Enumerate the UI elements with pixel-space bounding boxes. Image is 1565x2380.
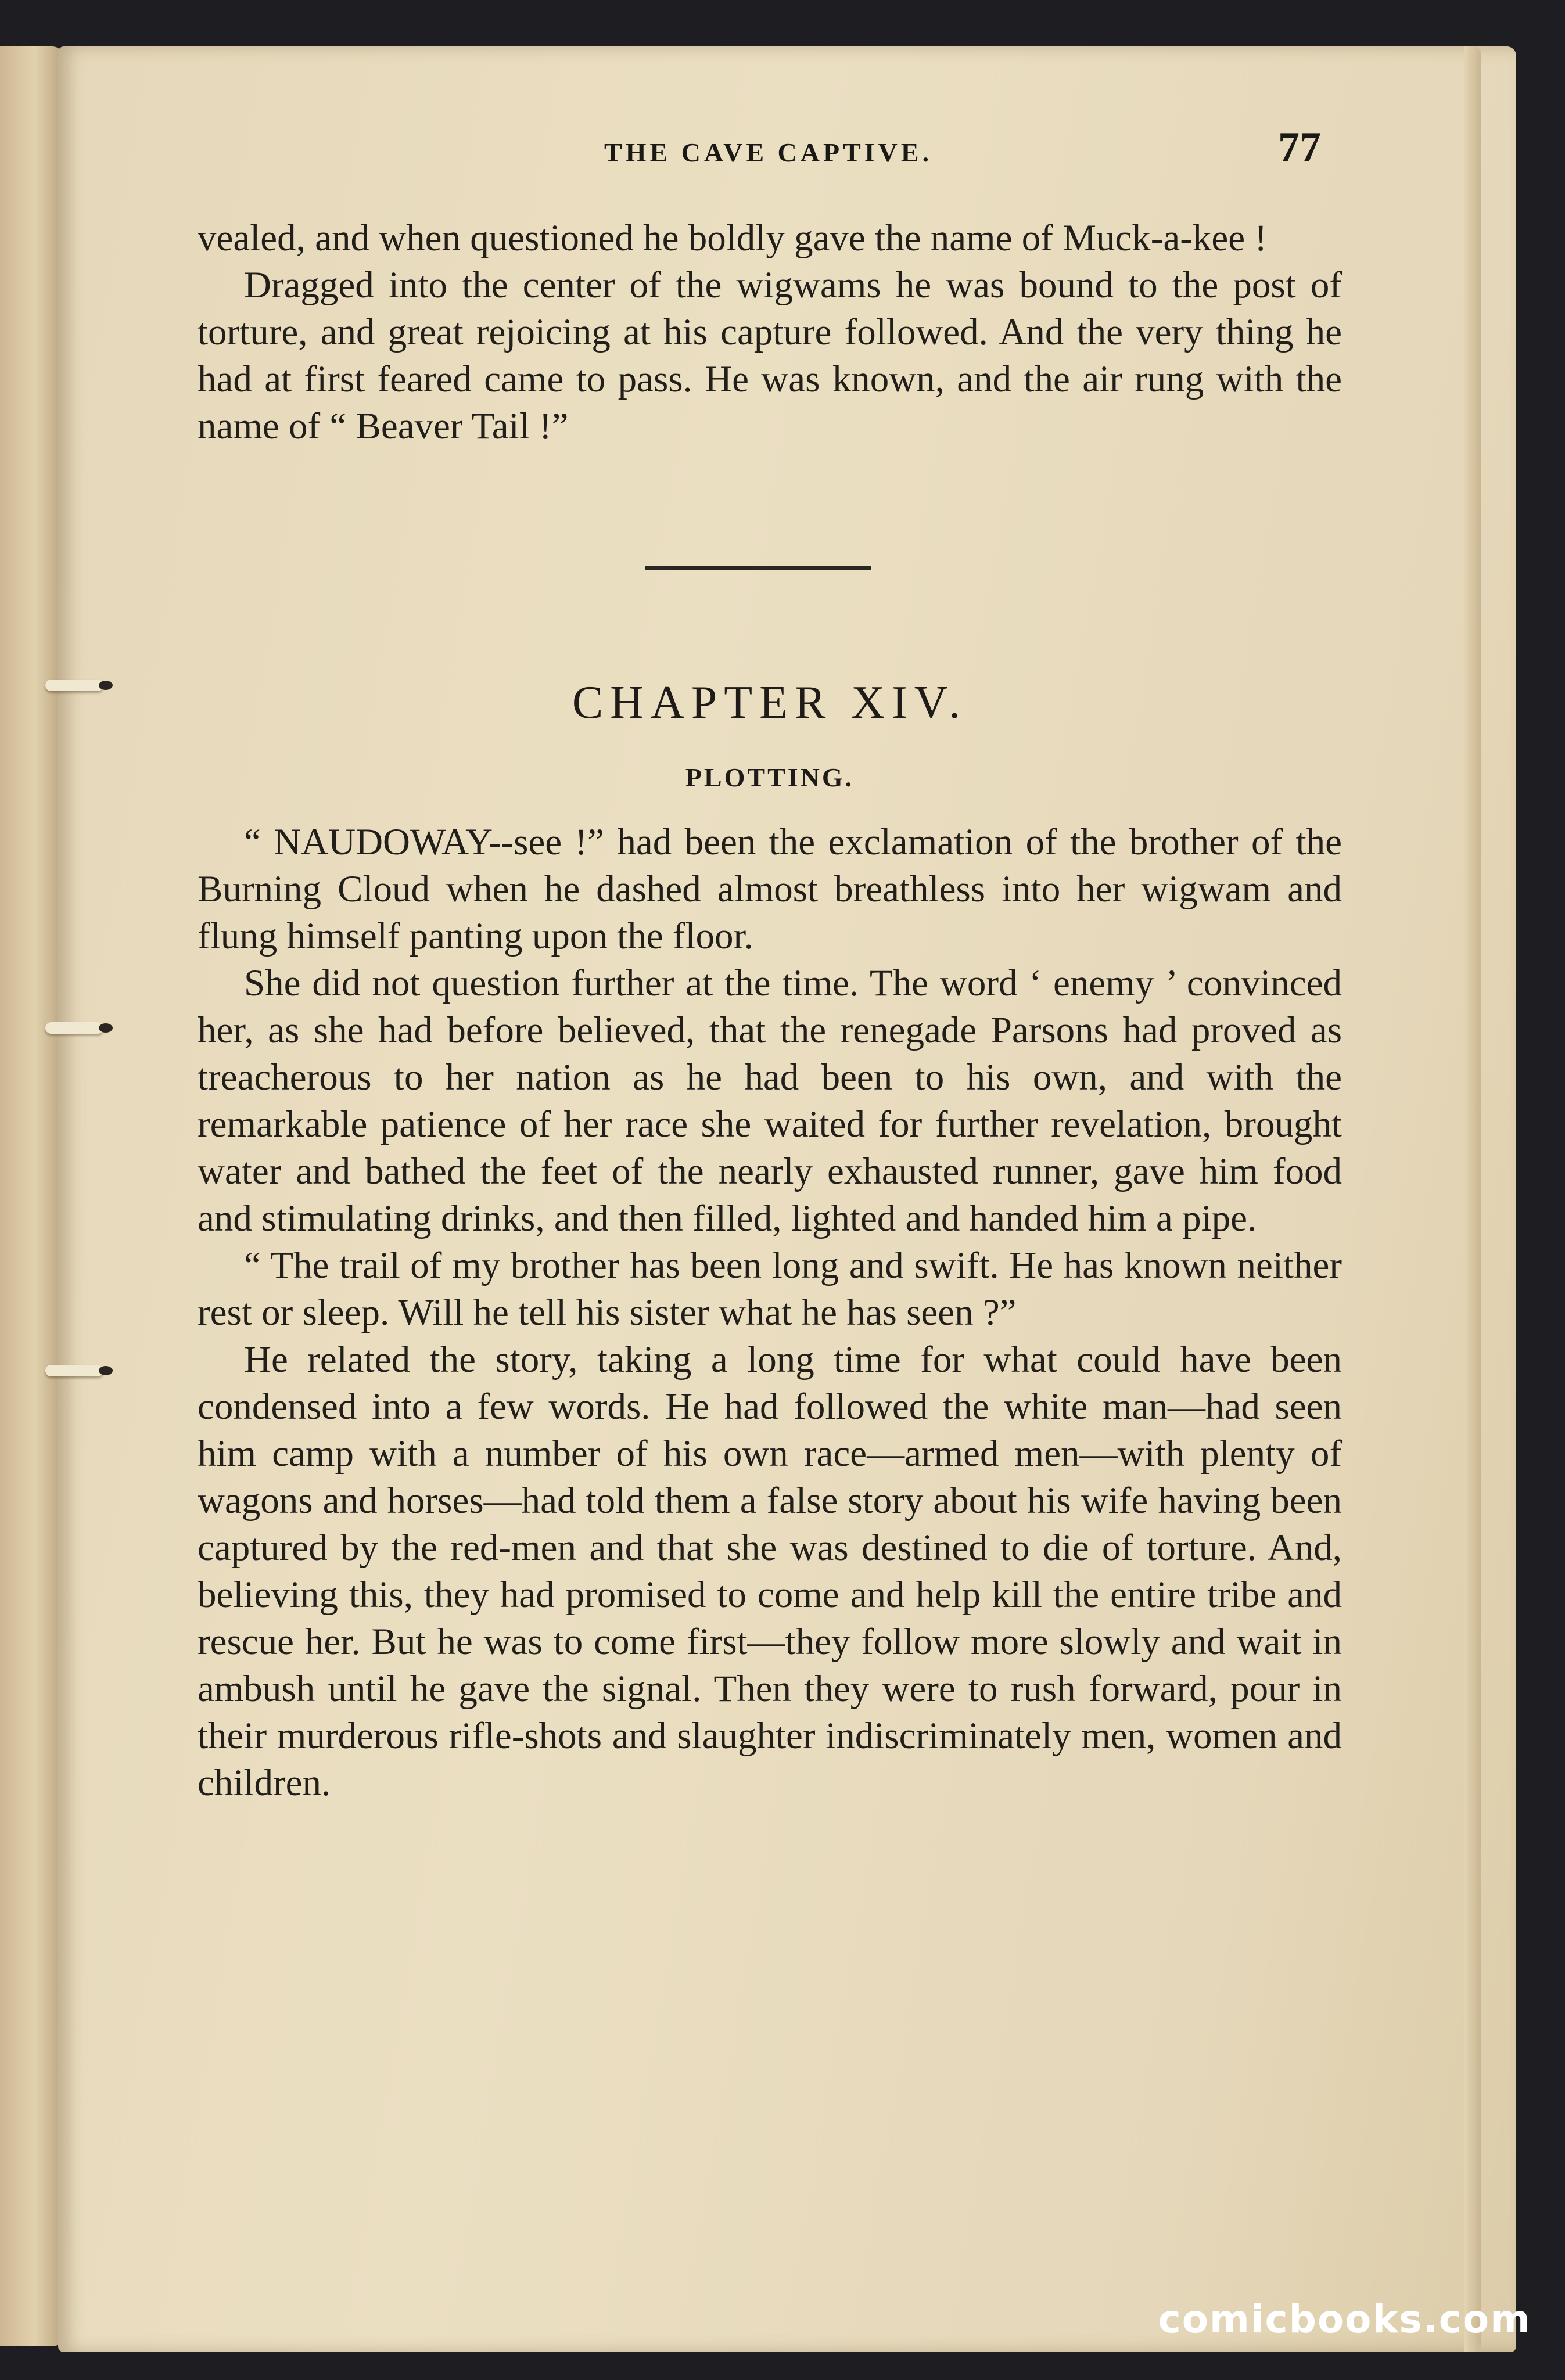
binding-staple xyxy=(45,668,132,703)
chapter-subtitle: PLOTTING. xyxy=(685,763,855,792)
binding-staple xyxy=(45,1011,132,1045)
paragraph: He related the story, taking a long time for what could have been condensed into a few words. He had followed the white man—had seen him camp with a number of his own race—armed men—with plenty of wagons and horses—had told them a false story about his wife having been captured by the red-men and that she was destined to die of torture. And, believing this, they had promised to come and help kill the entire tribe and rescue her. But he was to come first—they follow more slowly and wait in ambush until he gave the signal. Then they were to rush forward, pour in their murderous rifle-shots and slaughter indiscriminately men, women and children. xyxy=(198,1339,1342,1804)
carry-over-text xyxy=(198,215,1342,450)
chapter-body xyxy=(198,819,1342,1807)
page-stack-edge xyxy=(1464,46,1481,2352)
page-number: 77 xyxy=(1278,124,1321,171)
paragraph: “ The trail of my brother has been long and swift. He has known neither rest or sleep. Will he tell his sister what he has seen ?” xyxy=(198,1245,1342,1333)
paragraph: vealed, and when questioned he boldly gave the name of Muck-a-kee ! xyxy=(198,217,1267,259)
paragraph: Dragged into the center of the wigwams he was bound to the post of torture, and great rejoicing at his capture followed. And the very thing he had at first feared came to pass. He was known, and the air rung with the name of “ Beaver Tail !” xyxy=(198,264,1342,447)
chapter-title: CHAPTER XIV. xyxy=(572,677,968,728)
paragraph: She did not question further at the time. The word ‘ enemy ’ convinced her, as she had before believed, that the renegade Parsons had proved as treacherous to her nation as he had been to his own, and with the remarkable patience of her race she waited for further revelation, brought water and bathed the feet of the nearly exhausted runner, gave him food and stimulating drinks, and then filled, lighted and handed him a pipe. xyxy=(198,962,1342,1239)
running-title: THE CAVE CAPTIVE. xyxy=(604,138,933,167)
site-watermark: comicbooks.com xyxy=(1158,2297,1531,2342)
paragraph: “ NAUDOWAY--see !” had been the exclamation of the brother of the Burning Cloud when he dashed almost breathless into her wigwam and flung himself panting upon the floor. xyxy=(198,821,1342,957)
binding-staple xyxy=(45,1353,132,1388)
facing-page-edge xyxy=(0,46,64,2346)
section-divider xyxy=(645,566,871,570)
